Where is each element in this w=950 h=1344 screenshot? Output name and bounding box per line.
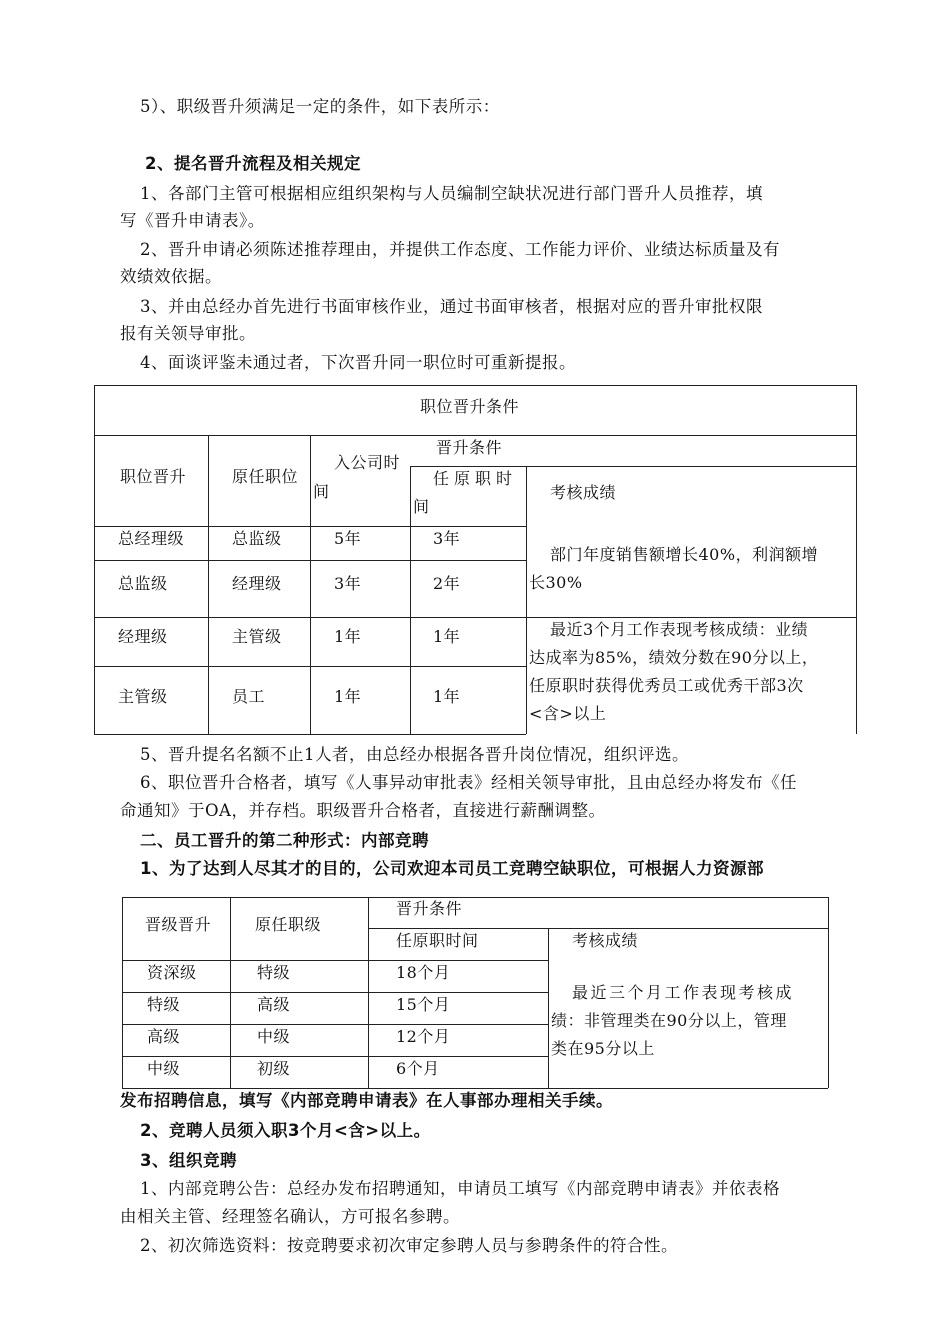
assessment-text: 最近3个月工作表现考核成绩：业绩 (550, 620, 809, 639)
header-conditions: 晋升条件 (436, 438, 503, 457)
table-row-position: 经理级 (118, 627, 168, 646)
table-row-original: 员工 (232, 687, 266, 706)
table-row-tenure: 1年 (433, 687, 461, 706)
table-row-join: 3年 (334, 574, 362, 593)
table-row-original: 总监级 (232, 529, 282, 548)
table-row-original: 经理级 (232, 574, 282, 593)
header-conditions: 晋升条件 (396, 899, 463, 918)
header-original: 原任职位 (232, 467, 299, 486)
paragraph: 2、初次筛选资料：按竞聘要求初次审定参聘人员与参聘条件的符合性。 (140, 1236, 678, 1255)
table-row-tenure: 6个月 (396, 1059, 440, 1078)
header-tenure: 任原职时 (433, 469, 518, 488)
table-row-tenure: 1年 (433, 627, 461, 646)
section-heading: 3、组织竞聘 (140, 1151, 237, 1170)
table-row-original: 高级 (257, 995, 291, 1014)
assessment-text: 达成率为85%，绩效分数在90分以上， (529, 648, 819, 667)
header-tenure-cont: 间 (413, 497, 430, 516)
header-original: 原任职级 (255, 915, 322, 934)
paragraph: 2、晋升申请必须陈述推荐理由，并提供工作态度、工作能力评价、业绩达标质量及有 (140, 240, 780, 259)
header-position: 职位晋升 (120, 467, 187, 486)
table-row-tenure: 15个月 (396, 995, 451, 1014)
paragraph: 2、竞聘人员须入职3个月<含>以上。 (140, 1121, 431, 1140)
table-row-position: 总经理级 (118, 529, 185, 548)
table-row-join: 1年 (334, 687, 362, 706)
paragraph: 由相关主管、经理签名确认，方可报名参聘。 (120, 1207, 460, 1226)
table-row-original: 中级 (257, 1027, 291, 1046)
assessment-text: 最近三个月工作表现考核成 (572, 983, 795, 1002)
section-heading: 2、提名晋升流程及相关规定 (145, 154, 361, 173)
table-row-position: 主管级 (118, 687, 168, 706)
paragraph: 5）、职级晋升须满足一定的条件，如下表所示： (140, 97, 500, 116)
assessment-text: <含>以上 (529, 704, 607, 723)
table-row-original: 主管级 (232, 627, 282, 646)
table-row-original: 初级 (257, 1059, 291, 1078)
assessment-text: 部门年度销售额增长40%，利润额增 (550, 545, 819, 564)
header-assessment: 考核成绩 (550, 483, 617, 502)
table-row-tenure: 18个月 (396, 963, 451, 982)
header-level: 晋级晋升 (145, 915, 212, 934)
paragraph: 报有关领导审批。 (120, 324, 256, 343)
paragraph: 写《晋升申请表》。 (120, 211, 265, 230)
table-row-tenure: 3年 (433, 529, 461, 548)
paragraph: 1、各部门主管可根据相应组织架构与人员编制空缺状况进行部门晋升人员推荐，填 (140, 184, 763, 203)
assessment-text: 长30% (529, 573, 583, 592)
paragraph: 命通知》于OA，并存档。职级晋升合格者，直接进行薪酬调整。 (120, 801, 606, 820)
table-row-position: 总监级 (118, 574, 168, 593)
table-row-join: 1年 (334, 627, 362, 646)
paragraph: 3、并由总经办首先进行书面审核作业，通过书面审核者，根据对应的晋升审批权限 (140, 297, 763, 316)
paragraph: 6、职位晋升合格者，填写《人事异动审批表》经相关领导审批，且由总经办将发布《任 (140, 773, 797, 792)
paragraph: 效绩效依据。 (120, 267, 222, 286)
header-assessment: 考核成绩 (572, 931, 639, 950)
section-heading: 二、员工晋升的第二种形式：内部竞聘 (140, 831, 429, 850)
assessment-text: 绩：非管理类在90分以上，管理 (551, 1011, 787, 1030)
paragraph: 1、内部竞聘公告：总经办发布招聘通知，申请员工填写《内部竞聘申请表》并依表格 (140, 1179, 780, 1198)
table-row-join: 5年 (334, 529, 362, 548)
table-row-tenure: 2年 (433, 574, 461, 593)
paragraph: 4、面谈评鉴未通过者，下次晋升同一职位时可重新提报。 (140, 353, 576, 372)
table-row-level: 特级 (147, 995, 181, 1014)
header-tenure: 任原职时间 (396, 931, 479, 950)
header-join-time: 入公司时 (334, 453, 401, 472)
table-row-level: 高级 (147, 1027, 181, 1046)
header-join-time-cont: 间 (313, 482, 330, 501)
table-row-tenure: 12个月 (396, 1027, 451, 1046)
table-row-level: 资深级 (147, 963, 197, 982)
assessment-text: 类在95分以上 (551, 1039, 655, 1058)
table-title: 职位晋升条件 (420, 397, 520, 416)
assessment-text: 任原职时获得优秀员工或优秀干部3次 (529, 676, 804, 695)
paragraph: 发布招聘信息，填写《内部竞聘申请表》在人事部办理相关手续。 (120, 1091, 613, 1110)
paragraph: 1、为了达到人尽其才的目的，公司欢迎本司员工竞聘空缺职位，可根据人力资源部 (140, 859, 764, 878)
table-row-level: 中级 (147, 1059, 181, 1078)
paragraph: 5、晋升提名名额不止1人者，由总经办根据各晋升岗位情况，组织评选。 (140, 745, 689, 764)
table-row-original: 特级 (257, 963, 291, 982)
